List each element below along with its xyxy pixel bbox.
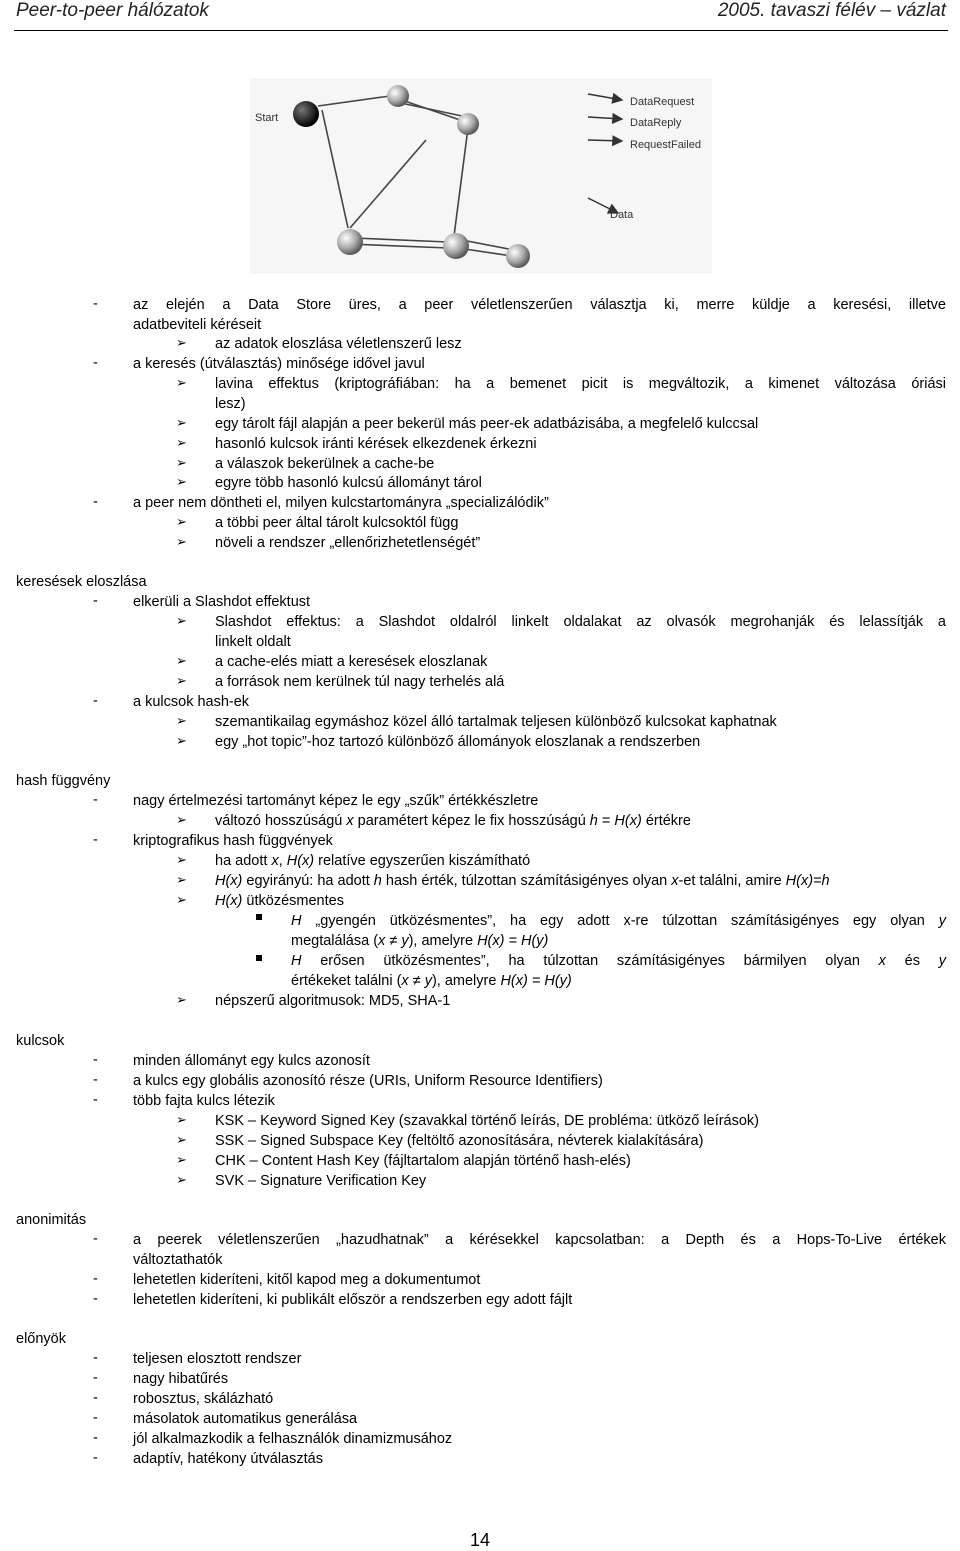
list-item: megtalálása (x ≠ y), amelyre H(x) = H(y) <box>291 933 549 949</box>
dash-bullet: - <box>93 1291 98 1307</box>
peer-node <box>443 233 469 259</box>
dash-bullet: - <box>93 1092 98 1108</box>
list-item: több fajta kulcs létezik <box>133 1093 275 1109</box>
dash-bullet: - <box>93 1072 98 1088</box>
list-item: elkerüli a Slashdot effektust <box>133 594 311 610</box>
list-item: egyre több hasonló kulcsú állományt tárol <box>215 475 482 491</box>
list-item: adaptív, hatékony útválasztás <box>133 1451 323 1467</box>
dash-bullet: - <box>93 296 98 312</box>
figure-label-requestfailed: RequestFailed <box>630 139 701 151</box>
arrow-bullet-icon: ➢ <box>176 455 187 470</box>
list-item: a források nem kerülnek túl nagy terhelés alá <box>215 674 505 690</box>
dash-bullet: - <box>93 494 98 510</box>
list-item: KSK – Keyword Signed Key (szavakkal történő leírás, DE probléma: ütköző leírások) <box>215 1113 760 1129</box>
list-item: a keresés (útválasztás) minősége idővel javul <box>133 356 425 372</box>
dash-bullet: - <box>93 1430 98 1446</box>
header-semester: 2005. tavaszi félév – vázlat <box>717 0 946 21</box>
paragraph: adatbeviteli kéréseit <box>133 317 262 333</box>
dash-bullet: - <box>93 1350 98 1366</box>
arrow-bullet-icon: ➢ <box>176 415 187 430</box>
list-item: másolatok automatikus generálása <box>133 1411 358 1427</box>
list-item: egy tárolt fájl alapján a peer bekerül más peer-ek adatbázisába, a megfelelő kulccsal <box>215 416 759 432</box>
arrow-bullet-icon: ➢ <box>176 514 187 529</box>
peer-node <box>337 229 363 255</box>
list-item: az adatok eloszlása véletlenszerű lesz <box>215 336 462 352</box>
dash-bullet: - <box>93 1390 98 1406</box>
arrow-bullet-icon: ➢ <box>176 992 187 1007</box>
list-item: teljesen elosztott rendszer <box>133 1351 302 1367</box>
freenet-request-diagram <box>250 78 712 274</box>
dash-bullet: - <box>93 1450 98 1466</box>
list-item: SSK – Signed Subspace Key (feltöltő azonosítására, névterek kialakítására) <box>215 1133 704 1149</box>
arrow-bullet-icon: ➢ <box>176 673 187 688</box>
list-item: robosztus, skálázható <box>133 1391 274 1407</box>
list-item: a többi peer által tárolt kulcsoktól függ <box>215 515 459 531</box>
list-item: jól alkalmazkodik a felhasználók dinamizmusához <box>133 1431 453 1447</box>
list-item: H(x) egyirányú: ha adott h hash érték, túlzottan számításigényes olyan x-et találni, amire H(x)=h <box>215 873 830 889</box>
arrow-bullet-icon: ➢ <box>176 733 187 748</box>
list-item: lesz) <box>215 396 246 412</box>
list-item: nagy értelmezési tartományt képez le egy „szűk” értékkészletre <box>133 793 539 809</box>
section-heading: hash függvény <box>16 773 111 789</box>
arrow-bullet-icon: ➢ <box>176 852 187 867</box>
dash-bullet: - <box>93 1271 98 1287</box>
list-item: változtathatók <box>133 1252 223 1268</box>
dash-bullet: - <box>93 1410 98 1426</box>
list-item: értékeket találni (x ≠ y), amelyre H(x) = H(y) <box>291 973 572 989</box>
arrow-bullet-icon: ➢ <box>176 1112 187 1127</box>
list-item: hasonló kulcsok iránti kérések elkezdenek érkezni <box>215 436 537 452</box>
dash-bullet: - <box>93 693 98 709</box>
arrow-bullet-icon: ➢ <box>176 1172 187 1187</box>
section-heading: anonimitás <box>16 1212 87 1228</box>
header-title: Peer-to-peer hálózatok <box>16 0 209 21</box>
figure-label-datarequest: DataRequest <box>630 96 695 108</box>
dash-bullet: - <box>93 1231 98 1247</box>
peer-node <box>387 85 409 107</box>
list-item: minden állományt egy kulcs azonosít <box>133 1053 370 1069</box>
list-item: a peer nem döntheti el, milyen kulcstartományra „specializálódik” <box>133 495 549 511</box>
section-heading: keresések eloszlása <box>16 574 147 590</box>
list-item: a kulcs egy globális azonosító része (URIs, Uniform Resource Identifiers) <box>133 1073 603 1089</box>
arrow-bullet-icon: ➢ <box>176 613 187 628</box>
list-item: növeli a rendszer „ellenőrizhetetlenségét” <box>215 535 481 551</box>
list-item: kriptografikus hash függvények <box>133 833 333 849</box>
list-item: CHK – Content Hash Key (fájltartalom alapján történő hash-elés) <box>215 1153 631 1169</box>
list-item: lehetetlen kideríteni, ki publikált először a rendszerben egy adott fájlt <box>133 1292 573 1308</box>
arrow-bullet-icon: ➢ <box>176 872 187 887</box>
list-item: a cache-elés miatt a keresések eloszlanak <box>215 654 488 670</box>
page-number: 14 <box>469 1530 491 1550</box>
arrow-bullet-icon: ➢ <box>176 474 187 489</box>
peer-node <box>457 113 479 135</box>
dash-bullet: - <box>93 792 98 808</box>
list-item: a kulcsok hash-ek <box>133 694 250 710</box>
section-heading: kulcsok <box>16 1033 65 1049</box>
list-item: szemantikailag egymáshoz közel álló tartalmak teljesen különböző kulcsokat kaphatnak <box>215 714 777 730</box>
section-heading: előnyök <box>16 1331 66 1347</box>
list-item: változó hosszúságú x paramétert képez le fix hosszúságú h = H(x) értékre <box>215 813 691 829</box>
list-item: népszerű algoritmusok: MD5, SHA-1 <box>215 993 451 1009</box>
arrow-bullet-icon: ➢ <box>176 1152 187 1167</box>
arrow-bullet-icon: ➢ <box>176 335 187 350</box>
list-item: H erősen ütközésmentes”, ha túlzottan számításigényes bármilyen olyan x és y <box>291 953 946 969</box>
arrow-bullet-icon: ➢ <box>176 375 187 390</box>
arrow-bullet-icon: ➢ <box>176 713 187 728</box>
start-node <box>293 101 319 127</box>
figure-label-start: Start <box>255 112 279 124</box>
list-item: Slashdot effektus: a Slashdot oldalról linkelt oldalakat az olvasók megrohanják és lelassítják a <box>215 614 946 630</box>
header-rule <box>14 30 948 31</box>
list-item: ha adott x, H(x) relatíve egyszerűen kiszámítható <box>215 853 531 869</box>
dash-bullet: - <box>93 832 98 848</box>
list-item: H „gyengén ütközésmentes”, ha egy adott x-re túlzottan számításigényes egy olyan y <box>291 913 946 929</box>
list-item: egy „hot topic”-hoz tartozó különböző állományok eloszlanak a rendszerben <box>215 734 701 750</box>
figure-label-datareply: DataReply <box>630 117 682 129</box>
figure-label-data: Data <box>610 209 634 221</box>
dash-bullet: - <box>93 355 98 371</box>
list-item: lehetetlen kideríteni, kitől kapod meg a dokumentumot <box>133 1272 481 1288</box>
dash-bullet: - <box>93 593 98 609</box>
arrow-bullet-icon: ➢ <box>176 435 187 450</box>
list-item: SVK – Signature Verification Key <box>215 1173 427 1189</box>
arrow-bullet-icon: ➢ <box>176 892 187 907</box>
paragraph: az elején a Data Store üres, a peer véletlenszerűen választja ki, merre küldje a keresési, illetve <box>133 297 946 313</box>
list-item: nagy hibatűrés <box>133 1371 229 1387</box>
legend-failed-line <box>588 140 622 141</box>
square-bullet-icon <box>256 955 262 961</box>
peer-node <box>506 244 530 268</box>
list-item: a válaszok bekerülnek a cache-be <box>215 456 435 472</box>
list-item: a peerek véletlenszerűen „hazudhatnak” a kérésekkel kapcsolatban: a Depth és a Hops-To-Live értékek <box>133 1232 946 1248</box>
list-item: linkelt oldalt <box>215 634 291 650</box>
dash-bullet: - <box>93 1052 98 1068</box>
arrow-bullet-icon: ➢ <box>176 1132 187 1147</box>
arrow-bullet-icon: ➢ <box>176 534 187 549</box>
arrow-bullet-icon: ➢ <box>176 812 187 827</box>
list-item: H(x) ütközésmentes <box>215 893 344 909</box>
arrow-bullet-icon: ➢ <box>176 653 187 668</box>
dash-bullet: - <box>93 1370 98 1386</box>
list-item: lavina effektus (kriptográfiában: ha a bemenet picit is megváltozik, a kimenet változása óriási <box>215 376 946 392</box>
square-bullet-icon <box>256 914 262 920</box>
